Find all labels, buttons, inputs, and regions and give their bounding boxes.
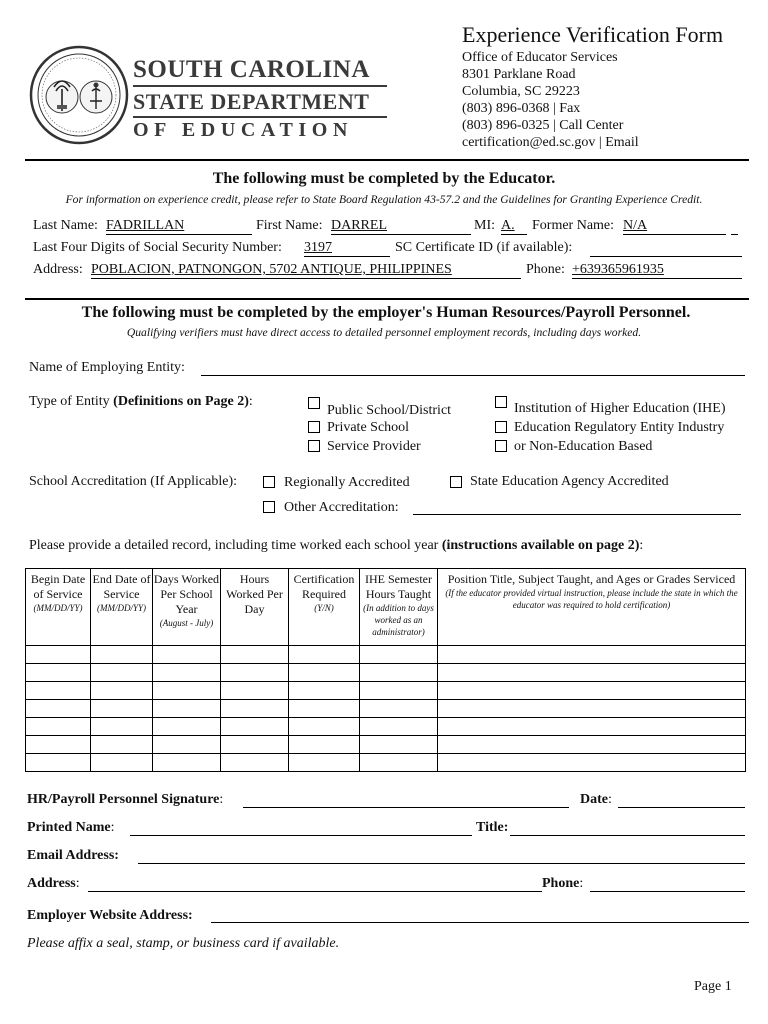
former-name-label: Former Name: bbox=[532, 218, 615, 233]
former-name-line bbox=[623, 234, 726, 235]
table-cell[interactable] bbox=[91, 682, 153, 700]
last-name-label: Last Name: bbox=[33, 218, 98, 233]
former-name-value[interactable]: N/A bbox=[623, 218, 648, 233]
table-cell[interactable] bbox=[438, 646, 746, 664]
employer-address-field[interactable] bbox=[88, 891, 542, 892]
public-school-label: Public School/District bbox=[327, 403, 452, 418]
col-position-title: Position Title, Subject Taught, and Ages or Grades Serviced (If the educator provided virtual instruction, please include the state in which the educator was required to hold certification) bbox=[438, 569, 746, 646]
table-cell[interactable] bbox=[91, 646, 153, 664]
table-row bbox=[26, 736, 746, 754]
col-end-date: End Date of Service (MM/DD/YY) bbox=[91, 569, 153, 646]
website-field[interactable] bbox=[211, 922, 749, 923]
ssn-line bbox=[304, 256, 390, 257]
non-education-checkbox[interactable] bbox=[495, 440, 507, 452]
agency-logotype: SOUTH CAROLINA STATE DEPARTMENT OF EDUCATION bbox=[133, 56, 387, 142]
office-email[interactable]: certification@ed.sc.gov | Email bbox=[462, 135, 639, 150]
sea-accredited-checkbox[interactable] bbox=[450, 476, 462, 488]
website-label: Employer Website Address: bbox=[27, 908, 193, 923]
signature-field[interactable] bbox=[243, 807, 569, 808]
col-days-worked: Days Worked Per School Year (August - July) bbox=[153, 569, 221, 646]
table-cell[interactable] bbox=[289, 700, 360, 718]
table-cell[interactable] bbox=[26, 646, 91, 664]
first-name-value[interactable]: DARREL bbox=[331, 218, 387, 233]
printed-name-label: Printed Name: bbox=[27, 820, 115, 835]
table-cell[interactable] bbox=[360, 664, 438, 682]
seal-note: Please affix a seal, stamp, or business card if available. bbox=[27, 936, 340, 951]
regulatory-entity-checkbox[interactable] bbox=[495, 421, 507, 433]
employing-entity-field[interactable] bbox=[201, 375, 745, 376]
regionally-accredited-checkbox[interactable] bbox=[263, 476, 275, 488]
table-cell[interactable] bbox=[153, 646, 221, 664]
table-cell[interactable] bbox=[26, 718, 91, 736]
date-field[interactable] bbox=[618, 807, 745, 808]
table-row bbox=[26, 718, 746, 736]
table-cell[interactable] bbox=[360, 718, 438, 736]
table-cell[interactable] bbox=[360, 754, 438, 772]
table-row bbox=[26, 754, 746, 772]
office-name: Office of Educator Services bbox=[462, 50, 618, 65]
col-certification-required: Certification Required (Y/N) bbox=[289, 569, 360, 646]
table-row bbox=[26, 646, 746, 664]
table-cell[interactable] bbox=[26, 664, 91, 682]
table-cell[interactable] bbox=[153, 700, 221, 718]
table-cell[interactable] bbox=[360, 700, 438, 718]
employer-phone-label: Phone: bbox=[542, 876, 584, 891]
printed-name-field[interactable] bbox=[130, 835, 472, 836]
table-cell[interactable] bbox=[289, 682, 360, 700]
col-begin-date: Begin Date of Service (MM/DD/YY) bbox=[26, 569, 91, 646]
cert-id-field[interactable] bbox=[590, 256, 742, 257]
employer-note: Qualifying verifiers must have direct access to detailed personnel employment records, including days worked. bbox=[126, 326, 642, 339]
table-row bbox=[26, 664, 746, 682]
header-divider bbox=[25, 159, 749, 161]
accreditation-label: School Accreditation (If Applicable): bbox=[29, 474, 237, 489]
table-cell[interactable] bbox=[91, 700, 153, 718]
table-cell[interactable] bbox=[289, 664, 360, 682]
table-cell[interactable] bbox=[221, 700, 289, 718]
office-fax: (803) 896-0368 | Fax bbox=[462, 101, 581, 116]
ssn-value[interactable]: 3197 bbox=[304, 240, 332, 255]
table-cell[interactable] bbox=[153, 682, 221, 700]
phone-value[interactable]: +639365961935 bbox=[572, 262, 664, 277]
title-field[interactable] bbox=[510, 835, 745, 836]
mi-label: MI: bbox=[474, 218, 495, 233]
state-seal-logo bbox=[29, 45, 129, 145]
table-cell[interactable] bbox=[289, 646, 360, 664]
table-cell[interactable] bbox=[438, 718, 746, 736]
table-header-row bbox=[26, 569, 746, 646]
table-cell[interactable] bbox=[26, 682, 91, 700]
section-divider bbox=[25, 298, 749, 300]
phone-label: Phone: bbox=[526, 262, 565, 277]
table-cell[interactable] bbox=[221, 718, 289, 736]
service-record-table bbox=[25, 568, 746, 772]
table-row bbox=[26, 700, 746, 718]
address-line bbox=[91, 278, 521, 279]
employer-phone-field[interactable] bbox=[590, 891, 745, 892]
employer-heading: The following must be completed by the employer's Human Resources/Payroll Personnel. bbox=[81, 304, 691, 321]
table-cell[interactable] bbox=[438, 736, 746, 754]
non-education-label: or Non-Education Based bbox=[514, 439, 653, 454]
table-cell[interactable] bbox=[221, 736, 289, 754]
cert-id-label: SC Certificate ID (if available): bbox=[395, 240, 573, 255]
educator-info: For information on experience credit, please refer to State Board Regulation 43-57.2 and the Guidelines for Granting Experience Credit. bbox=[65, 193, 703, 206]
employer-address-label: Address: bbox=[27, 876, 80, 891]
office-city: Columbia, SC 29223 bbox=[462, 84, 580, 99]
table-cell[interactable] bbox=[153, 736, 221, 754]
table-cell[interactable] bbox=[91, 754, 153, 772]
table-cell[interactable] bbox=[221, 682, 289, 700]
table-cell[interactable] bbox=[289, 754, 360, 772]
public-school-checkbox[interactable] bbox=[308, 397, 320, 409]
email-address-field[interactable] bbox=[138, 863, 745, 864]
entity-type-label: Type of Entity (Definitions on Page 2): bbox=[29, 394, 253, 409]
page-number: Page 1 bbox=[694, 979, 732, 994]
regulatory-entity-label: Education Regulatory Entity Industry bbox=[514, 420, 725, 435]
signature-label: HR/Payroll Personnel Signature: bbox=[27, 792, 224, 807]
ssn-label: Last Four Digits of Social Security Number: bbox=[33, 240, 282, 255]
table-cell[interactable] bbox=[289, 718, 360, 736]
service-provider-checkbox[interactable] bbox=[308, 440, 320, 452]
table-cell[interactable] bbox=[91, 736, 153, 754]
table-cell[interactable] bbox=[289, 736, 360, 754]
sea-accredited-label: State Education Agency Accredited bbox=[470, 474, 669, 489]
first-name-line bbox=[331, 234, 471, 235]
other-accreditation-label: Other Accreditation: bbox=[284, 500, 399, 515]
col-ihe-hours: IHE Semester Hours Taught (In addition to days worked as an administrator) bbox=[360, 569, 438, 646]
office-street: 8301 Parklane Road bbox=[462, 67, 576, 82]
regionally-accredited-label: Regionally Accredited bbox=[284, 475, 410, 490]
email-address-label: Email Address: bbox=[27, 848, 119, 863]
other-accreditation-field[interactable] bbox=[413, 514, 741, 515]
address-label: Address: bbox=[33, 262, 83, 277]
employing-entity-label: Name of Employing Entity: bbox=[29, 360, 185, 375]
table-cell[interactable] bbox=[91, 718, 153, 736]
col-hours-per-day: Hours Worked Per Day bbox=[221, 569, 289, 646]
former-name-tail-line bbox=[731, 234, 738, 235]
table-row bbox=[26, 682, 746, 700]
table-cell[interactable] bbox=[26, 736, 91, 754]
table-cell[interactable] bbox=[221, 646, 289, 664]
address-value[interactable]: POBLACION, PATNONGON, 5702 ANTIQUE, PHILIPPINES bbox=[91, 262, 452, 277]
last-name-line bbox=[106, 234, 252, 235]
table-cell[interactable] bbox=[221, 754, 289, 772]
table-cell[interactable] bbox=[438, 700, 746, 718]
table-cell[interactable] bbox=[438, 682, 746, 700]
table-cell[interactable] bbox=[26, 700, 91, 718]
ihe-label: Institution of Higher Education (IHE) bbox=[514, 401, 726, 416]
mi-line bbox=[501, 234, 527, 235]
table-cell[interactable] bbox=[360, 682, 438, 700]
table-cell[interactable] bbox=[26, 754, 91, 772]
educator-heading: The following must be completed by the Educator. bbox=[212, 170, 556, 187]
last-name-value[interactable]: FADRILLAN bbox=[106, 218, 185, 233]
other-accreditation-checkbox[interactable] bbox=[263, 501, 275, 513]
service-provider-label: Service Provider bbox=[327, 439, 421, 454]
table-cell[interactable] bbox=[153, 664, 221, 682]
table-cell[interactable] bbox=[153, 754, 221, 772]
title-label: Title: bbox=[476, 820, 509, 835]
private-school-label: Private School bbox=[327, 420, 410, 435]
table-cell[interactable] bbox=[360, 646, 438, 664]
table-cell[interactable] bbox=[91, 664, 153, 682]
private-school-checkbox[interactable] bbox=[308, 421, 320, 433]
table-cell[interactable] bbox=[153, 718, 221, 736]
date-label: Date: bbox=[580, 792, 612, 807]
table-cell[interactable] bbox=[221, 664, 289, 682]
table-cell[interactable] bbox=[438, 664, 746, 682]
office-call-center: (803) 896-0325 | Call Center bbox=[462, 118, 624, 133]
form-title: Experience Verification Form bbox=[462, 22, 724, 47]
phone-line bbox=[572, 278, 742, 279]
mi-value[interactable]: A. bbox=[501, 218, 515, 233]
table-cell[interactable] bbox=[360, 736, 438, 754]
first-name-label: First Name: bbox=[256, 218, 323, 233]
ihe-checkbox[interactable] bbox=[495, 396, 507, 408]
record-intro: Please provide a detailed record, including time worked each school year (instructions available on page 2): bbox=[29, 538, 644, 553]
table-cell[interactable] bbox=[438, 754, 746, 772]
